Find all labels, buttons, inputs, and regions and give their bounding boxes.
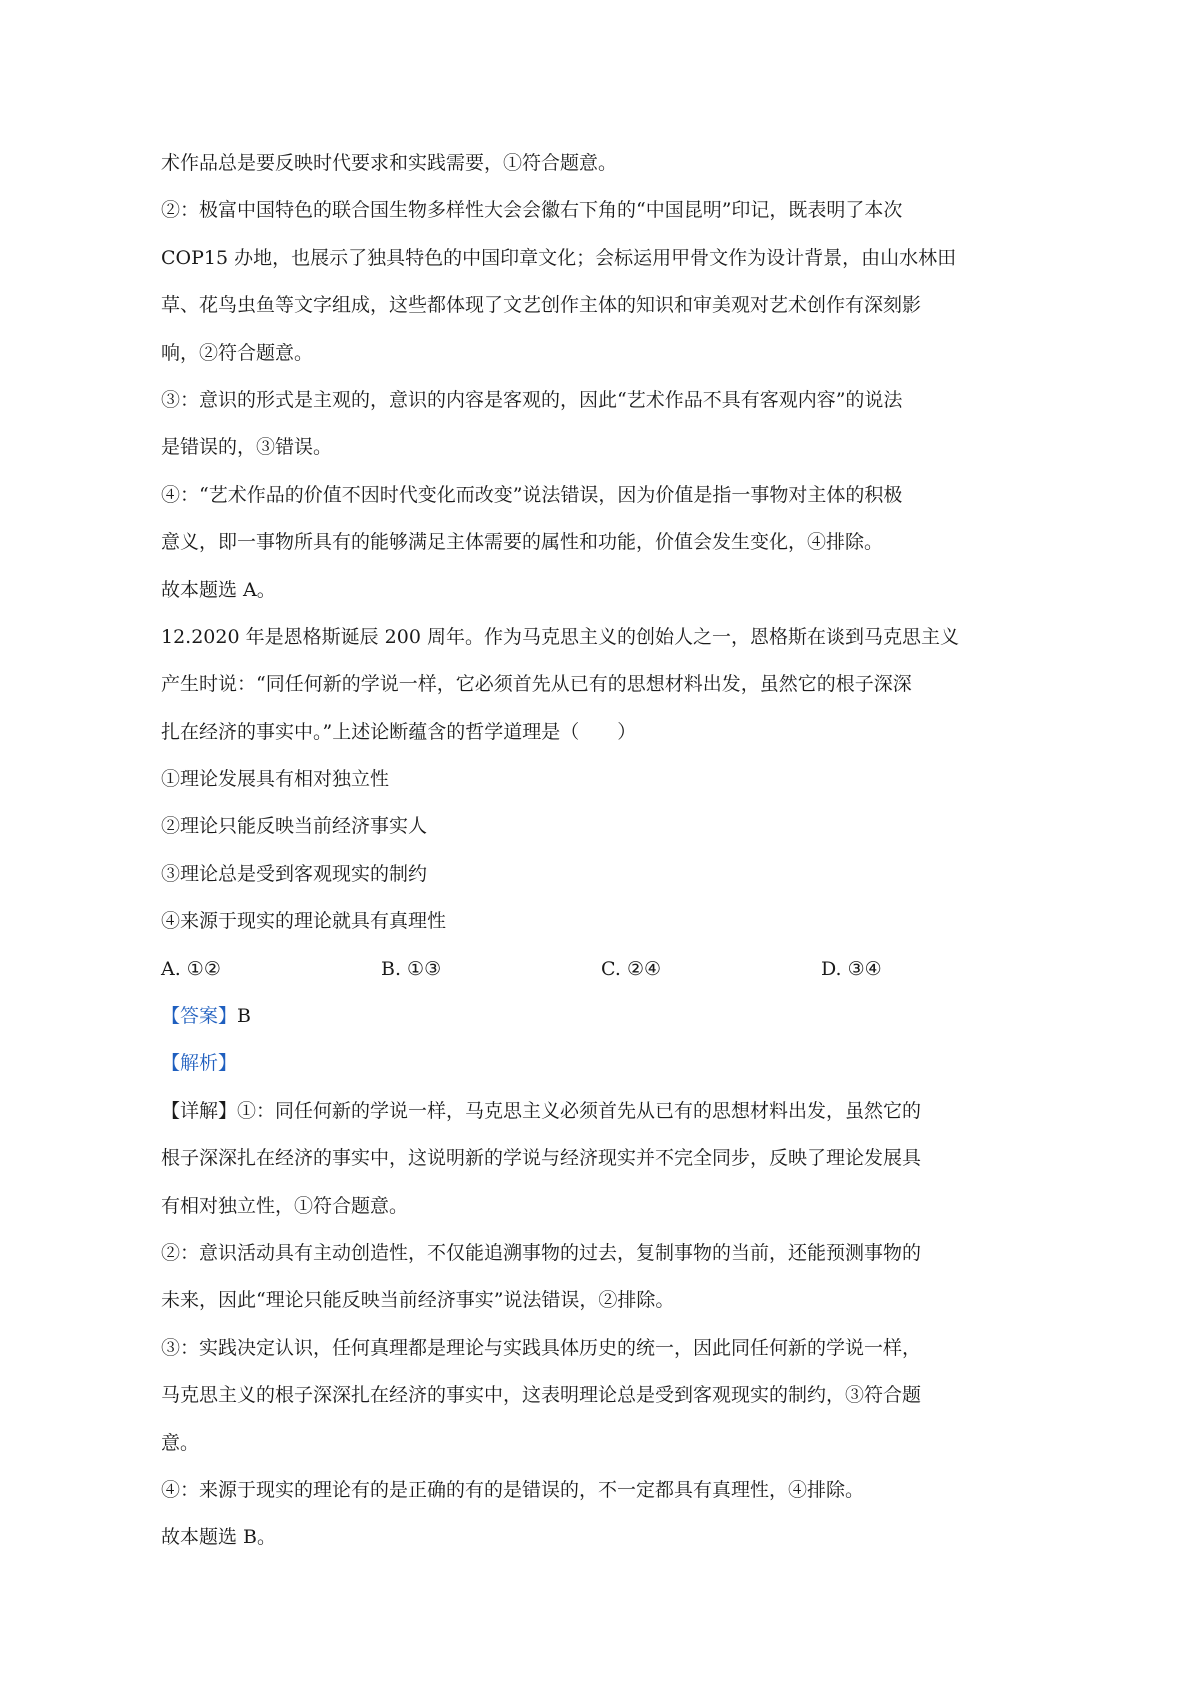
conclusion-text: 故本题选 B。 (161, 1526, 277, 1549)
conclusion-text: 故本题选 A。 (161, 578, 276, 601)
text-line: COP15 办地，也展示了独具特色的中国印章文化；会标运用甲骨文作为设计背景，由山水林田 (161, 246, 957, 269)
analysis-label: 【解析】 (161, 1052, 238, 1075)
analysis-line: ③：实践决定认识，任何真理都是理论与实践具体历史的统一，因此同任何新的学说一样， (161, 1336, 922, 1359)
analysis-line: ②：意识活动具有主动创造性，不仅能追溯事物的过去，复制事物的当前，还能预测事物的 (161, 1241, 922, 1264)
analysis-line: 未来，因此“理论只能反映当前经济事实”说法错误，②排除。 (161, 1289, 675, 1312)
option-a: A. ①② (161, 957, 221, 980)
text-line: 是错误的，③错误。 (161, 436, 333, 459)
text-line: 意义，即一事物所具有的能够满足主体需要的属性和功能，价值会发生变化，④排除。 (161, 531, 884, 554)
answer-options (161, 946, 1041, 993)
analysis-line: 根子深深扎在经济的事实中，这说明新的学说与经济现实并不完全同步，反映了理论发展具 (161, 1147, 922, 1170)
analysis-line: 【详解】①：同任何新的学说一样，马克思主义必须首先从已有的思想材料出发，虽然它的 (161, 1099, 922, 1122)
option-b: B. ①③ (381, 957, 442, 980)
answer-line (161, 993, 1041, 1040)
text-line: ②：极富中国特色的联合国生物多样性大会会徽右下角的“中国昆明”印记，既表明了本次 (161, 199, 903, 222)
text-line: ④：“艺术作品的价值不因时代变化而改变”说法错误，因为价值是指一事物对主体的积极 (161, 483, 903, 506)
text-line: 响，②符合题意。 (161, 341, 314, 364)
option-d: D. ③④ (821, 957, 882, 980)
statement-item: ③理论总是受到客观现实的制约 (161, 862, 428, 885)
question-stem: 扎在经济的事实中。”上述论断蕴含的哲学道理是（ ） (161, 720, 637, 743)
statement-item: ④来源于现实的理论就具有真理性 (161, 910, 447, 933)
document-page (161, 140, 1041, 1562)
statement-item: ②理论只能反映当前经济事实人 (161, 815, 428, 838)
question-stem: 产生时说：“同任何新的学说一样，它必须首先从已有的思想材料出发，虽然它的根子深深 (161, 673, 912, 696)
question-stem: 12.2020 年是恩格斯诞辰 200 周年。作为马克思主义的创始人之一，恩格斯在谈到马克思主义 (161, 625, 959, 648)
answer-value: B (237, 1005, 251, 1028)
analysis-line: 意。 (161, 1431, 200, 1454)
text-line: 术作品总是要反映时代要求和实践需要，①符合题意。 (161, 152, 618, 174)
statement-item: ①理论发展具有相对独立性 (161, 768, 390, 791)
option-c: C. ②④ (601, 957, 662, 980)
text-line: ③：意识的形式是主观的，意识的内容是客观的，因此“艺术作品不具有客观内容”的说法 (161, 388, 903, 411)
analysis-line: ④：来源于现实的理论有的是正确的有的是错误的，不一定都具有真理性，④排除。 (161, 1478, 865, 1501)
analysis-line: 马克思主义的根子深深扎在经济的事实中，这表明理论总是受到客观现实的制约，③符合题 (161, 1384, 922, 1407)
analysis-line: 有相对独立性，①符合题意。 (161, 1194, 409, 1217)
answer-label: 【答案】 (161, 1005, 238, 1028)
text-line: 草、花鸟虫鱼等文字组成，这些都体现了文艺创作主体的知识和审美观对艺术创作有深刻影 (161, 294, 922, 317)
